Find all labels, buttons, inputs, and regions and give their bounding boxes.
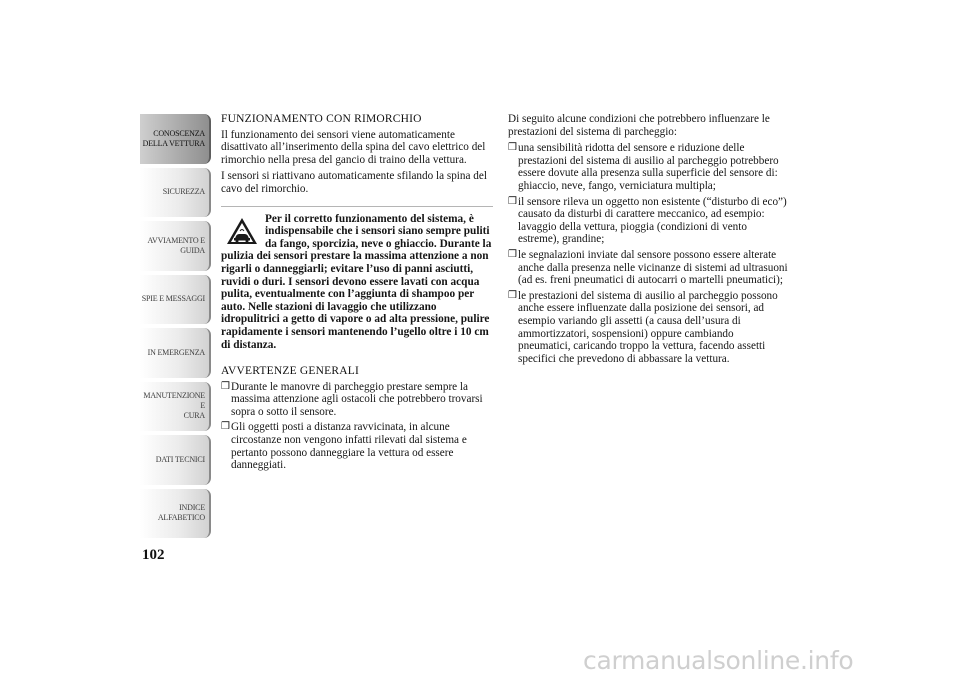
list-item-text: le prestazioni del sistema di ausilio al parcheggio possono anche essere influenzate dalla posizione dei sensori, ad esempio variando gli assetti (a causa dell’usura di ammortizzatori, sospensioni) oppure cambiando pneumatici, caricando troppo la vettura, facendo assetti specifici che prevedono di abbassare la vettura.	[518, 289, 778, 365]
bullet-list	[221, 381, 493, 472]
divider	[221, 206, 493, 207]
tab-in-emergenza[interactable]	[140, 328, 211, 378]
tab-label: AVVIAMENTO E GUIDA	[147, 235, 205, 255]
paragraph: Il funzionamento dei sensori viene automaticamente disattivato all’inserimento della spina del cavo elettrico del rimorchio nella presa del gancio di traino della vettura.	[221, 128, 486, 166]
tab-label: SICUREZZA	[162, 187, 205, 197]
list-item-text: Gli oggetti posti a distanza ravvicinata, in alcune circostanze non vengono infatti rilevati dal sistema e pertanto possono danneggiare la vettura od essere danneggiati.	[231, 421, 467, 472]
watermark: carmanualsonline.info	[583, 646, 854, 675]
section-heading-trailer: FUNZIONAMENTO CON RIMORCHIO	[221, 113, 422, 125]
list-item	[508, 249, 788, 287]
hand-car-wash-icon	[225, 216, 259, 246]
left-column	[221, 113, 493, 475]
checkbox-bullet-icon: ❒	[221, 380, 230, 392]
tab-label: INDICE ALFABETICO	[157, 503, 205, 523]
tab-label: SPIE E MESSAGGI	[141, 294, 205, 304]
list-item	[508, 290, 788, 366]
tab-label: DATI TECNICI	[155, 454, 205, 464]
tab-manutenzione-e-cura[interactable]	[140, 382, 211, 432]
tab-label: MANUTENZIONE E CURA	[143, 391, 205, 421]
tab-avviamento-e-guida[interactable]	[140, 221, 211, 271]
list-item	[508, 196, 788, 246]
chapter-sidebar	[140, 114, 211, 542]
tab-label: IN EMERGENZA	[147, 347, 205, 357]
tab-label: CONOSCENZA DELLA VETTURA	[142, 128, 205, 148]
tab-conoscenza-della-vettura[interactable]	[140, 114, 211, 164]
checkbox-bullet-icon: ❒	[508, 248, 517, 260]
paragraph: I sensori si riattivano automaticamente sfilando la spina del cavo del rimorchio.	[221, 170, 487, 195]
section-heading-general: AVVERTENZE GENERALI	[221, 365, 360, 378]
tab-indice-alfabetico[interactable]	[140, 489, 211, 539]
checkbox-bullet-icon: ❒	[508, 142, 517, 154]
list-item-text: le segnalazioni inviate dal sensore possono essere alterate anche dalla presenza nelle vicinanze di sistemi ad ultrasuoni (ad es. freni pneumatici di autocarri o martelli pneumatici);	[518, 248, 788, 287]
warning-text: Per il corretto funzionamento del sistema, è indispensabile che i sensori siano sempre puliti da fango, sporcizia, neve o ghiaccio. Durante la pulizia dei sensori prestare la massima attenzione a non rigarli o danneggiarli; evitare l’uso di panni asciutti, ruvidi o duri. I sensori devono essere lavati con acqua pulita, eventualmente con l’aggiunta di shampoo per auto. Nelle stazioni di lavaggio che utilizzano idropulitrici a getto di vapore o ad alta pressione, pulire rapidamente i sensori mantenendo l’ugello oltre i 10 cm di distanza.	[221, 212, 492, 351]
tab-spie-e-messaggi[interactable]	[140, 275, 211, 325]
checkbox-bullet-icon: ❒	[221, 421, 230, 433]
tab-dati-tecnici[interactable]	[140, 435, 211, 485]
list-item-text: il sensore rileva un oggetto non esistente (“disturbo di eco”) causato da disturbi di carattere meccanico, ad esempio: lavaggio della vettura, pioggia (condizioni di vento estreme), grandine;	[518, 195, 787, 246]
list-item	[221, 421, 493, 471]
intro-paragraph: Di seguito alcune condizioni che potrebbero influenzare le prestazioni del sistema di parcheggio:	[508, 113, 770, 138]
warning-box	[221, 213, 493, 352]
right-column	[508, 113, 788, 368]
list-item	[508, 142, 788, 192]
page-number: 102	[142, 547, 165, 563]
list-item	[221, 381, 493, 419]
bullet-list	[508, 142, 788, 365]
checkbox-bullet-icon: ❒	[508, 195, 517, 207]
checkbox-bullet-icon: ❒	[508, 289, 517, 301]
tab-sicurezza[interactable]	[140, 168, 211, 218]
list-item-text: Durante le manovre di parcheggio prestare sempre la massima attenzione agli ostacoli che potrebbero trovarsi sopra o sotto il sensore.	[231, 380, 483, 418]
list-item-text: una sensibilità ridotta del sensore e riduzione delle prestazioni del sistema di ausilio al parcheggio potrebbero essere dovute alla presenza sulla superficie del sensore di: ghiaccio, neve, fango, verniciatura multipla;	[518, 142, 779, 192]
